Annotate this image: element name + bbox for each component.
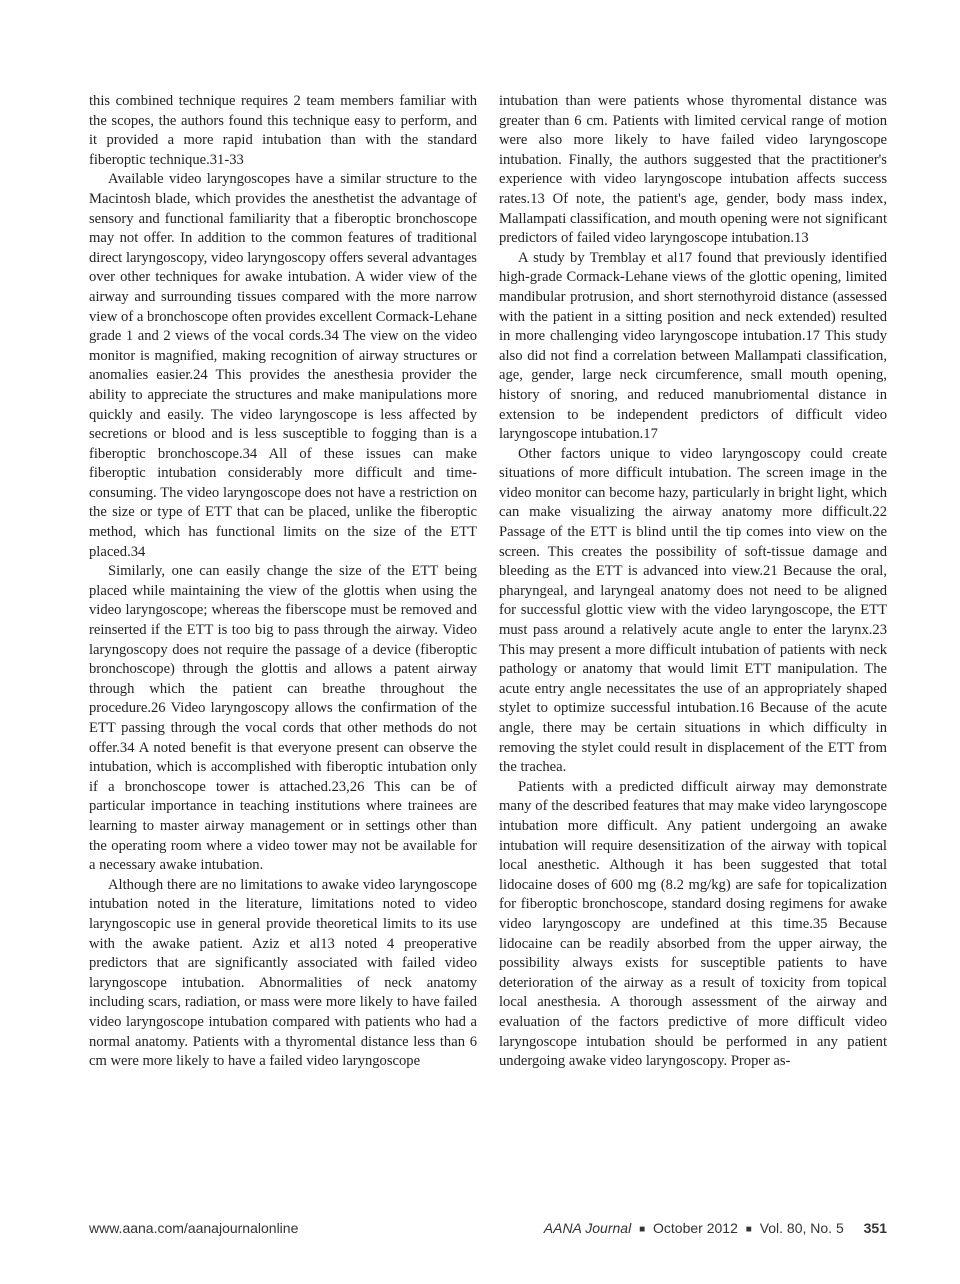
page-number: 351 xyxy=(863,1220,887,1236)
journal-name: AANA Journal xyxy=(543,1220,632,1236)
paragraph: Available video laryngoscopes have a similar structure to the Macintosh blade, which provides the anesthetist the advantage of sensory and functional familiarity that a fiberoptic bronchoscope may not offer. In addition to the common features of traditional direct laryngoscopy, video laryngoscopy offers several advantages over other techniques for awake intubation. A wider view of the airway and surrounding tissues compared with the more narrow view of a bronchoscope often provides excellent Cormack-Lehane grade 1 and 2 views of the vocal cords.34 The view on the video monitor is magnified, making recognition of airway structures or anomalies easier.24 This provides the anesthesia provider the ability to appreciate the structures and make manipulations more quickly and easily. The video laryngoscope is less affected by secretions or blood and is less susceptible to fogging than is a fiberoptic bronchoscope.34 All of these issues can make fiberoptic intubation considerably more difficult and time-consuming. The video laryngoscope does not have a restriction on the size or type of ETT that can be placed, unlike the fiberoptic method, which has functional limits on the size of the ETT placed.34 xyxy=(89,171,477,560)
journal-url-link[interactable]: www.aana.com/aanajournalonline xyxy=(89,1220,299,1236)
paragraph: intubation than were patients whose thyromental distance was greater than 6 cm. Patients with limited cervical range of motion were also more likely to have failed video laryngoscope intubation. Finally, the authors suggested that the practitioner's experience with video laryngoscope intubation affects success rates.13 Of note, the patient's age, gender, body mass index, Mallampati classification, and mouth opening were not significant predictors of failed video laryngoscope intubation.13 xyxy=(499,93,887,247)
paragraph: Although there are no limitations to awake video laryngoscope intubation noted in the literature, limitations noted to video laryngoscopic use in general provide theoretical limits to its use with the awake patient. Aziz et al13 noted 4 preoperative predictors that are significantly associated with failed video laryngoscope intubation. Abnormalities of neck anatomy including scars, radiation, or mass were more likely to have failed video laryngoscope intubation compared with patients who had a normal anatomy. Patients with a thyromental distance less than 6 cm were more likely to have a failed video laryngoscope xyxy=(89,876,477,1070)
paragraph: Patients with a predicted difficult airway may demonstrate many of the described features that may make video laryngoscope intubation more difficult. Any patient undergoing an awake intubation will require desensitization of the airway with topical local anesthetic. Although it has been suggested that total lidocaine doses of 600 mg (8.2 mg/kg) are safe for topicalization for fiberoptic bronchoscope, standard dosing regimens for awake video laryngoscopy are undefined at this time.35 Because lidocaine can be readily absorbed from the upper airway, the possibility always exists for susceptible patients to have deterioration of the airway as a result of toxicity from topical local anesthesia. A thorough assessment of the airway and evaluation of the factors predictive of more difficult video laryngoscope intubation should be performed in any patient undergoing awake video laryngoscopy. Proper as- xyxy=(499,778,887,1070)
separator-square-icon: ■ xyxy=(639,1224,646,1235)
volume-issue: Vol. 80, No. 5 xyxy=(759,1220,844,1236)
page-footer xyxy=(89,1220,887,1240)
right-column xyxy=(499,92,887,1072)
paragraph: Similarly, one can easily change the size of the ETT being placed while maintaining the view of the glottis when using the video laryngoscope; whereas the fiberscope must be removed and reinserted if the ETT is too big to pass through the airway. Video laryngoscopy does not require the passage of a device (fiberoptic bronchoscope) through the glottis and allows a patent airway through which the patient can breathe throughout the procedure.26 Video laryngoscopy allows the confirmation of the ETT passing through the vocal cords that other methods do not offer.34 A noted benefit is that everyone present can observe the intubation, which is accomplished with fiberoptic intubation only if a bronchoscope tower is attached.23,26 This can be of particular importance in teaching institutions where trainees are learning to master airway management or in settings other than the operating room where a video tower may not be available for a necessary awake intubation. xyxy=(89,563,477,874)
separator-square-icon: ■ xyxy=(745,1224,752,1235)
left-column xyxy=(89,92,477,1072)
paragraph: Other factors unique to video laryngoscopy could create situations of more difficult intubation. The screen image in the video monitor can become hazy, particularly in bright light, which can make visualizing the airway anatomy more difficult.22 Passage of the ETT is blind until the tip comes into view on the screen. This creates the possibility of soft-tissue damage and bleeding as the ETT is advanced into view.21 Because the oral, pharyngeal, and laryngeal anatomy does not need to be aligned for successful glottic view with the video laryngoscope, the ETT must pass around a relatively acute angle to enter the larynx.23 This may present a more difficult intubation of patients with neck pathology or anatomy that would limit ETT manipulation. The acute entry angle necessitates the use of an appropriately shaped stylet to optimize successful intubation.16 Because of the acute angle, there may be certain situations in which difficulty in removing the stylet could result in displacement of the ETT from the trachea. xyxy=(499,445,887,776)
paragraph: this combined technique requires 2 team members familiar with the scopes, the authors found this technique easy to perform, and it provided a more rapid intubation than with the standard fiberoptic technique.31-33 xyxy=(89,93,477,168)
issue-date: October 2012 xyxy=(653,1220,738,1236)
journal-citation xyxy=(544,1220,887,1236)
paragraph: A study by Tremblay et al17 found that previously identified high-grade Cormack-Lehane views of the glottic opening, limited mandibular protrusion, and short sternothyroid distance (assessed with the patient in a sitting position and neck extended) resulted in more challenging video laryngoscope intubation.17 This study also did not find a correlation between Mallampati classification, age, gender, large neck circumference, small mouth opening, history of snoring, and reduced manubriomental distance in extension to be independent predictors of difficult video laryngoscope intubation.17 xyxy=(499,249,887,443)
